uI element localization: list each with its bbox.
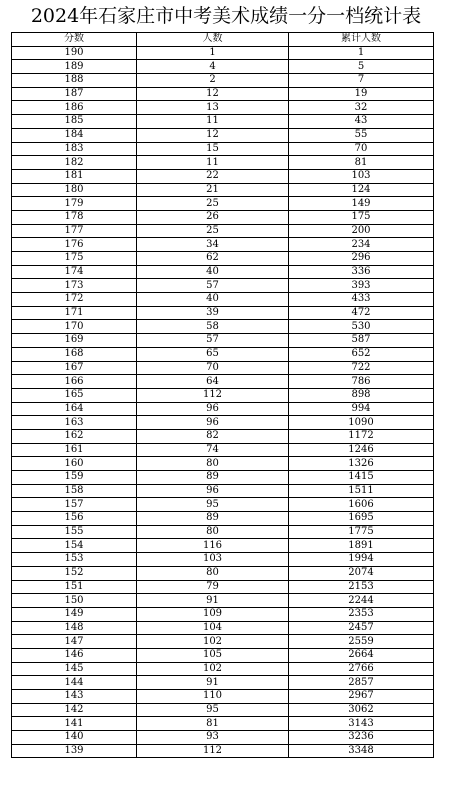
- score-cell: 176: [12, 238, 137, 252]
- score-cell: 152: [12, 566, 137, 580]
- table-row: [12, 293, 434, 307]
- table-row: [12, 46, 434, 60]
- table-row: [12, 539, 434, 553]
- score-cell: 169: [12, 334, 137, 348]
- count-cell: 34: [137, 238, 289, 252]
- count-cell: 74: [137, 443, 289, 457]
- score-cell: 140: [12, 731, 137, 745]
- table-row: [12, 443, 434, 457]
- cumulative-count-cell: 3348: [289, 744, 434, 758]
- table-row: [12, 252, 434, 266]
- count-cell: 116: [137, 539, 289, 553]
- count-cell: 96: [137, 402, 289, 416]
- table-row: [12, 224, 434, 238]
- table-row: [12, 128, 434, 142]
- table-row: [12, 142, 434, 156]
- table-row: [12, 525, 434, 539]
- count-cell: 102: [137, 662, 289, 676]
- score-cell: 139: [12, 744, 137, 758]
- score-cell: 182: [12, 156, 137, 170]
- cumulative-count-cell: 296: [289, 252, 434, 266]
- cumulative-count-cell: 1775: [289, 525, 434, 539]
- table-row: [12, 347, 434, 361]
- cumulative-count-cell: 124: [289, 183, 434, 197]
- count-cell: 91: [137, 594, 289, 608]
- cumulative-count-cell: 234: [289, 238, 434, 252]
- score-cell: 150: [12, 594, 137, 608]
- table-row: [12, 498, 434, 512]
- table-row: [12, 648, 434, 662]
- score-cell: 151: [12, 580, 137, 594]
- count-cell: 93: [137, 731, 289, 745]
- count-cell: 112: [137, 388, 289, 402]
- cumulative-count-cell: 722: [289, 361, 434, 375]
- cumulative-count-cell: 2074: [289, 566, 434, 580]
- count-cell: 11: [137, 115, 289, 129]
- score-cell: 155: [12, 525, 137, 539]
- score-cell: 190: [12, 46, 137, 60]
- score-cell: 146: [12, 648, 137, 662]
- cumulative-count-cell: 149: [289, 197, 434, 211]
- score-cell: 156: [12, 512, 137, 526]
- cumulative-count-cell: 3236: [289, 731, 434, 745]
- score-cell: 178: [12, 210, 137, 224]
- score-cell: 141: [12, 717, 137, 731]
- score-cell: 148: [12, 621, 137, 635]
- table-row: [12, 484, 434, 498]
- table-row: [12, 74, 434, 88]
- cumulative-count-cell: 1606: [289, 498, 434, 512]
- table-row: [12, 703, 434, 717]
- score-cell: 186: [12, 101, 137, 115]
- cumulative-count-cell: 1415: [289, 471, 434, 485]
- count-cell: 79: [137, 580, 289, 594]
- count-cell: 39: [137, 306, 289, 320]
- score-cell: 189: [12, 60, 137, 74]
- cumulative-count-cell: 994: [289, 402, 434, 416]
- count-cell: 13: [137, 101, 289, 115]
- table-row: [12, 594, 434, 608]
- count-cell: 96: [137, 416, 289, 430]
- count-cell: 82: [137, 429, 289, 443]
- score-cell: 183: [12, 142, 137, 156]
- cumulative-count-cell: 2559: [289, 635, 434, 649]
- column-header-count: 人数: [137, 33, 289, 47]
- cumulative-count-cell: 175: [289, 210, 434, 224]
- score-cell: 185: [12, 115, 137, 129]
- cumulative-count-cell: 336: [289, 265, 434, 279]
- score-cell: 144: [12, 676, 137, 690]
- cumulative-count-cell: 2857: [289, 676, 434, 690]
- count-cell: 105: [137, 648, 289, 662]
- table-row: [12, 238, 434, 252]
- cumulative-count-cell: 587: [289, 334, 434, 348]
- cumulative-count-cell: 1994: [289, 553, 434, 567]
- count-cell: 96: [137, 484, 289, 498]
- count-cell: 12: [137, 87, 289, 101]
- table-row: [12, 416, 434, 430]
- score-cell: 168: [12, 347, 137, 361]
- table-row: [12, 375, 434, 389]
- table-row: [12, 621, 434, 635]
- count-cell: 91: [137, 676, 289, 690]
- table-row: [12, 279, 434, 293]
- score-cell: 173: [12, 279, 137, 293]
- cumulative-count-cell: 1326: [289, 457, 434, 471]
- count-cell: 25: [137, 224, 289, 238]
- cumulative-count-cell: 103: [289, 169, 434, 183]
- score-cell: 153: [12, 553, 137, 567]
- score-cell: 145: [12, 662, 137, 676]
- count-cell: 65: [137, 347, 289, 361]
- cumulative-count-cell: 1511: [289, 484, 434, 498]
- table-row: [12, 334, 434, 348]
- count-cell: 62: [137, 252, 289, 266]
- table-row: [12, 457, 434, 471]
- count-cell: 22: [137, 169, 289, 183]
- cumulative-count-cell: 2457: [289, 621, 434, 635]
- score-cell: 166: [12, 375, 137, 389]
- table-row: [12, 580, 434, 594]
- score-cell: 187: [12, 87, 137, 101]
- count-cell: 12: [137, 128, 289, 142]
- table-row: [12, 402, 434, 416]
- score-cell: 172: [12, 293, 137, 307]
- cumulative-count-cell: 19: [289, 87, 434, 101]
- cumulative-count-cell: 2664: [289, 648, 434, 662]
- score-cell: 142: [12, 703, 137, 717]
- cumulative-count-cell: 433: [289, 293, 434, 307]
- table-row: [12, 183, 434, 197]
- count-cell: 57: [137, 334, 289, 348]
- cumulative-count-cell: 393: [289, 279, 434, 293]
- score-cell: 159: [12, 471, 137, 485]
- cumulative-count-cell: 1: [289, 46, 434, 60]
- cumulative-count-cell: 2153: [289, 580, 434, 594]
- count-cell: 80: [137, 525, 289, 539]
- count-cell: 81: [137, 717, 289, 731]
- cumulative-count-cell: 2766: [289, 662, 434, 676]
- table-row: [12, 429, 434, 443]
- score-cell: 157: [12, 498, 137, 512]
- count-cell: 95: [137, 703, 289, 717]
- score-cell: 143: [12, 690, 137, 704]
- count-cell: 11: [137, 156, 289, 170]
- table-row: [12, 320, 434, 334]
- page-title: 2024年石家庄市中考美术成绩一分一档统计表: [30, 5, 422, 27]
- count-cell: 40: [137, 293, 289, 307]
- score-cell: 175: [12, 252, 137, 266]
- cumulative-count-cell: 1246: [289, 443, 434, 457]
- score-cell: 180: [12, 183, 137, 197]
- count-cell: 104: [137, 621, 289, 635]
- cumulative-count-cell: 55: [289, 128, 434, 142]
- count-cell: 109: [137, 607, 289, 621]
- score-cell: 165: [12, 388, 137, 402]
- cumulative-count-cell: 200: [289, 224, 434, 238]
- score-cell: 174: [12, 265, 137, 279]
- count-cell: 2: [137, 74, 289, 88]
- table-row: [12, 731, 434, 745]
- count-cell: 26: [137, 210, 289, 224]
- count-cell: 4: [137, 60, 289, 74]
- count-cell: 70: [137, 361, 289, 375]
- table-row: [12, 690, 434, 704]
- count-cell: 95: [137, 498, 289, 512]
- score-cell: 164: [12, 402, 137, 416]
- score-cell: 181: [12, 169, 137, 183]
- score-cell: 167: [12, 361, 137, 375]
- cumulative-count-cell: 786: [289, 375, 434, 389]
- count-cell: 15: [137, 142, 289, 156]
- table-row: [12, 566, 434, 580]
- score-cell: 177: [12, 224, 137, 238]
- score-cell: 160: [12, 457, 137, 471]
- count-cell: 110: [137, 690, 289, 704]
- table-row: [12, 662, 434, 676]
- table-row: [12, 717, 434, 731]
- column-header-cumulative: 累计人数: [289, 33, 434, 47]
- count-cell: 112: [137, 744, 289, 758]
- table-row: [12, 635, 434, 649]
- cumulative-count-cell: 2244: [289, 594, 434, 608]
- score-cell: 162: [12, 429, 137, 443]
- score-cell: 163: [12, 416, 137, 430]
- cumulative-count-cell: 652: [289, 347, 434, 361]
- cumulative-count-cell: 32: [289, 101, 434, 115]
- table-row: [12, 265, 434, 279]
- cumulative-count-cell: 2353: [289, 607, 434, 621]
- cumulative-count-cell: 5: [289, 60, 434, 74]
- cumulative-count-cell: 898: [289, 388, 434, 402]
- table-row: [12, 361, 434, 375]
- score-cell: 149: [12, 607, 137, 621]
- score-cell: 147: [12, 635, 137, 649]
- score-cell: 171: [12, 306, 137, 320]
- table-row: [12, 210, 434, 224]
- count-cell: 89: [137, 471, 289, 485]
- score-cell: 161: [12, 443, 137, 457]
- score-table: [11, 32, 434, 758]
- score-cell: 184: [12, 128, 137, 142]
- cumulative-count-cell: 2967: [289, 690, 434, 704]
- cumulative-count-cell: 1695: [289, 512, 434, 526]
- count-cell: 40: [137, 265, 289, 279]
- cumulative-count-cell: 3062: [289, 703, 434, 717]
- count-cell: 89: [137, 512, 289, 526]
- count-cell: 102: [137, 635, 289, 649]
- cumulative-count-cell: 472: [289, 306, 434, 320]
- table-row: [12, 60, 434, 74]
- cumulative-count-cell: 81: [289, 156, 434, 170]
- table-row: [12, 169, 434, 183]
- table-row: [12, 156, 434, 170]
- count-cell: 64: [137, 375, 289, 389]
- count-cell: 80: [137, 566, 289, 580]
- count-cell: 80: [137, 457, 289, 471]
- table-row: [12, 197, 434, 211]
- cumulative-count-cell: 3143: [289, 717, 434, 731]
- table-row: [12, 553, 434, 567]
- cumulative-count-cell: 1090: [289, 416, 434, 430]
- score-cell: 188: [12, 74, 137, 88]
- cumulative-count-cell: 1891: [289, 539, 434, 553]
- cumulative-count-cell: 70: [289, 142, 434, 156]
- score-cell: 179: [12, 197, 137, 211]
- table-header-row: [12, 33, 434, 47]
- cumulative-count-cell: 43: [289, 115, 434, 129]
- table-row: [12, 115, 434, 129]
- score-cell: 154: [12, 539, 137, 553]
- cumulative-count-cell: 7: [289, 74, 434, 88]
- count-cell: 25: [137, 197, 289, 211]
- score-cell: 170: [12, 320, 137, 334]
- table-row: [12, 744, 434, 758]
- count-cell: 103: [137, 553, 289, 567]
- table-row: [12, 512, 434, 526]
- table-row: [12, 388, 434, 402]
- table-row: [12, 87, 434, 101]
- table-row: [12, 101, 434, 115]
- table-row: [12, 471, 434, 485]
- column-header-score: 分数: [12, 33, 137, 47]
- table-row: [12, 607, 434, 621]
- score-cell: 158: [12, 484, 137, 498]
- table-row: [12, 306, 434, 320]
- table-body: [12, 46, 434, 758]
- cumulative-count-cell: 1172: [289, 429, 434, 443]
- count-cell: 21: [137, 183, 289, 197]
- count-cell: 57: [137, 279, 289, 293]
- cumulative-count-cell: 530: [289, 320, 434, 334]
- table-row: [12, 676, 434, 690]
- count-cell: 1: [137, 46, 289, 60]
- count-cell: 58: [137, 320, 289, 334]
